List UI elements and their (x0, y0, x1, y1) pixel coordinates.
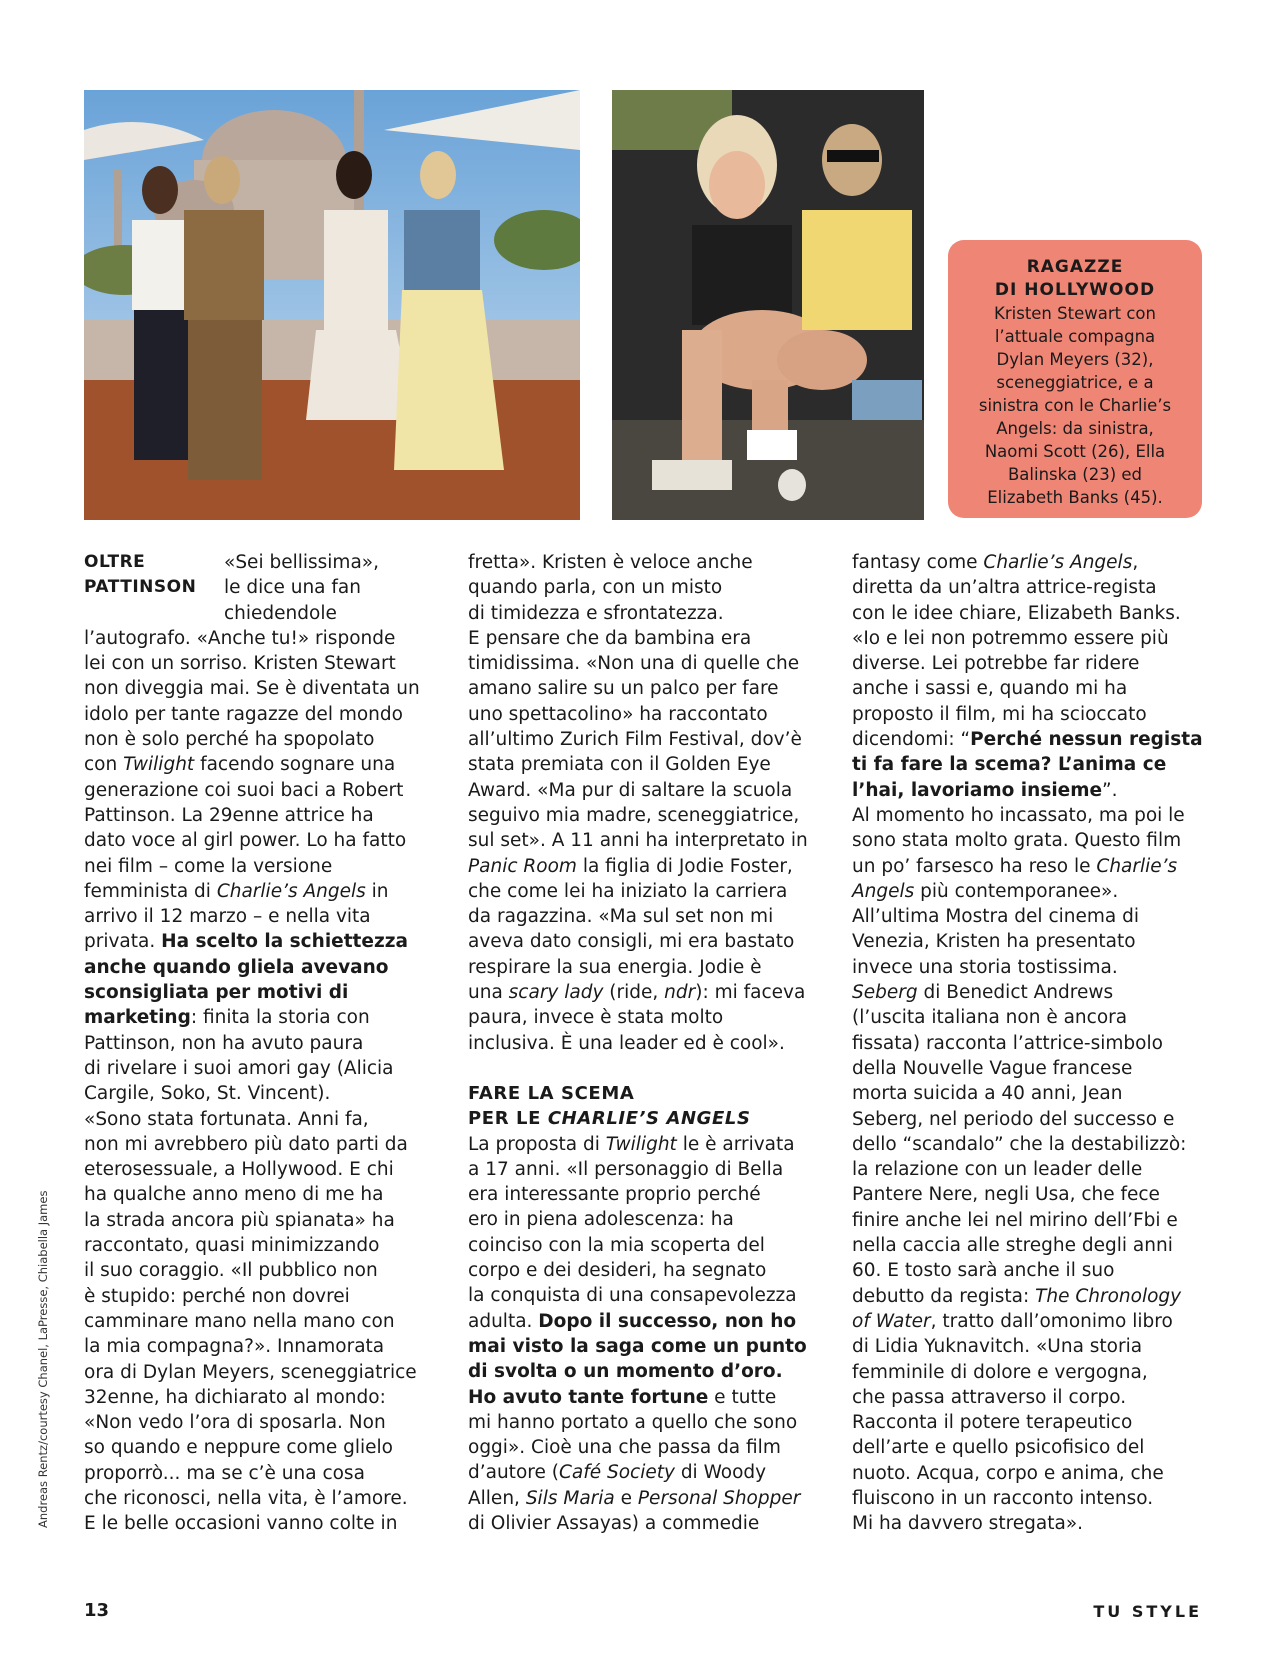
text-line: di timidezza e sfrontatezza. (468, 602, 724, 624)
subhead-line-1: FARE LA SCEMA (468, 1082, 635, 1104)
text-line: diretta da un’altra attrice-regista (852, 577, 1157, 599)
caption-title-line-1: RAGAZZE (1026, 257, 1124, 277)
text-line: proposto il film, mi ha scioccato (852, 703, 1147, 725)
text-line: invece una storia tostissima. (852, 956, 1118, 978)
text-line: fantasy come Charlie’s Angels, (852, 552, 1139, 573)
article-column-3 (852, 550, 1208, 1537)
text-line: Seberg, nel periodo del successo e (852, 1108, 1175, 1130)
text-line: la strada ancora più spianata» ha (84, 1209, 395, 1231)
text-line: dell’arte e quello psicofisico del (852, 1437, 1145, 1459)
text-line: sconsigliata per motivi di (84, 982, 349, 1004)
text-line: Pattinson, non ha avuto paura (84, 1032, 364, 1054)
text-line: nella caccia alle streghe degli anni (852, 1235, 1173, 1257)
text-line: dato voce al girl power. Lo ha fatto (84, 830, 407, 852)
text-line: proporrò... ma se c’è una cosa (84, 1462, 365, 1484)
caption-line: sceneggiatrice, e a (996, 373, 1154, 392)
text-line: amano salire su un palco per fare (468, 678, 779, 700)
text-line: ora di Dylan Meyers, sceneggiatrice (84, 1361, 417, 1383)
text-line: inclusiva. È una leader ed è cool». (468, 1032, 785, 1054)
text-line: che passa attraverso il corpo. (852, 1386, 1127, 1408)
caption-line: Kristen Stewart con (994, 304, 1156, 323)
text-line: diverse. Lei potrebbe far ridere (852, 653, 1140, 675)
text-line: raccontato, quasi minimizzando (84, 1235, 380, 1257)
text-line: Panic Room la figlia di Jodie Foster, (468, 855, 793, 877)
text-line: idolo per tante ragazze del mondo (84, 703, 403, 725)
text-line: timidissima. «Non una di quelle che (468, 653, 800, 675)
text-line: Pantere Nere, negli Usa, che fece (852, 1184, 1160, 1206)
text-line: anche i sassi e, quando mi ha (852, 678, 1128, 700)
text-line: non è solo perché ha spopolato (84, 729, 375, 751)
text-line: da ragazzina. «Ma sul set non mi (468, 906, 774, 928)
text-line: femminista di Charlie’s Angels in (84, 880, 389, 902)
text-line: debutto da regista: The Chronology (852, 1285, 1182, 1307)
text-line: (l’uscita italiana non è ancora (852, 1007, 1128, 1029)
article-column-1 (84, 550, 428, 1537)
text-line: generazione coi suoi baci a Robert (84, 779, 404, 801)
text-line: Pattinson. La 29enne attrice ha (84, 804, 374, 826)
text-line: privata. Ha scelto la schiettezza (84, 931, 408, 953)
text-line: una scary lady (ride, ndr): mi faceva (468, 982, 806, 1004)
text-line: le dice una fan (224, 577, 361, 599)
text-line: quando parla, con un misto (468, 577, 723, 599)
text-line: d’autore (Café Society di Woody (468, 1462, 767, 1484)
column-2-paragraph-1 (468, 550, 824, 1056)
text-line: di Lidia Yuknavitch. «Una storia (852, 1336, 1143, 1358)
text-line: l’autografo. «Anche tu!» risponde (84, 627, 396, 649)
text-line: marketing: finita la storia con (84, 1007, 370, 1029)
text-line: «Sei bellissima», (224, 552, 379, 573)
text-line: lei con un sorriso. Kristen Stewart (84, 653, 396, 675)
text-line: E pensare che da bambina era (468, 627, 752, 649)
text-line: un po’ farsesco ha reso le Charlie’s (852, 855, 1178, 877)
text-line: All’ultima Mostra del cinema di (852, 906, 1139, 928)
text-line: sul set». A 11 anni ha interpretato in (468, 830, 808, 852)
text-line: nuoto. Acqua, corpo e anima, che (852, 1462, 1164, 1484)
text-line: la conquista di una consapevolezza (468, 1285, 797, 1307)
text-line: ero in piena adolescenza: ha (468, 1209, 734, 1231)
text-line: oggi». Cioè una che passa da film (468, 1437, 781, 1459)
text-line: Al momento ho incassato, ma poi le (852, 804, 1185, 826)
text-line: l’hai, lavoriamo insieme”. (852, 779, 1118, 801)
caption-line: Angels: da sinistra, (996, 419, 1154, 438)
caption-line: Naomi Scott (26), Ella (984, 442, 1166, 461)
column-2-paragraph-2 (468, 1132, 824, 1537)
text-line: corpo e dei desideri, ha segnato (468, 1260, 767, 1282)
text-line: non mi avrebbero più dato parti da (84, 1133, 408, 1155)
caption-line: Dylan Meyers (32), (996, 350, 1154, 369)
text-line: Angels più contemporanee». (852, 880, 1119, 902)
text-line: femminile di dolore e vergogna, (852, 1361, 1148, 1383)
photo-credit: Andreas Rentz/courtesy Chanel, LaPresse, Chiabella James (36, 1190, 50, 1528)
text-line: La proposta di Twilight le è arrivata (468, 1133, 795, 1155)
magazine-name: TU STYLE (1093, 1602, 1202, 1621)
text-line: stata premiata con il Golden Eye (468, 754, 771, 776)
text-line: la mia compagna?». Innamorata (84, 1336, 385, 1358)
text-line: paura, invece è stata molto (468, 1007, 724, 1029)
text-line: aveva dato consigli, mi era bastato (468, 931, 795, 953)
text-line: dicendomi: “Perché nessun regista (852, 729, 1203, 751)
text-line: di Olivier Assayas) a commedie (468, 1512, 760, 1534)
kicker-line-1: OLTRE (84, 552, 146, 572)
text-line: di svolta o un momento d’oro. (468, 1361, 783, 1383)
text-line: che come lei ha iniziato la carriera (468, 880, 788, 902)
caption-line: l’attuale compagna (994, 327, 1156, 346)
text-line: uno spettacolino» ha raccontato (468, 703, 768, 725)
text-line: coinciso con la mia scoperta del (468, 1234, 765, 1256)
text-line: fluiscono in un racconto intenso. (852, 1487, 1154, 1509)
text-line: fretta». Kristen è veloce anche (468, 552, 753, 573)
text-line: camminare mano nella mano con (84, 1310, 395, 1332)
text-line: mai visto la saga come un punto (468, 1335, 807, 1357)
text-line: E le belle occasioni vanno colte in (84, 1513, 398, 1535)
text-line: «Non vedo l’ora di sposarla. Non (84, 1412, 386, 1434)
text-line: anche quando gliela avevano (84, 956, 389, 978)
text-line: 60. E tosto sarà anche il suo (852, 1260, 1115, 1282)
caption-line: Balinska (23) ed (1007, 465, 1142, 484)
text-line: era interessante proprio perché (468, 1184, 761, 1206)
text-line: respirare la sua energia. Jodie è (468, 956, 762, 978)
text-line: con Twilight facendo sognare una (84, 754, 396, 776)
text-line: eterosessuale, a Hollywood. E chi (84, 1159, 394, 1181)
article-column-2 (468, 550, 824, 1536)
text-line: la relazione con un leader delle (852, 1159, 1143, 1181)
text-line: della Nouvelle Vague francese (852, 1057, 1133, 1079)
text-line: Allen, Sils Maria e Personal Shopper (468, 1487, 801, 1509)
caption-line: sinistra con le Charlie’s (978, 396, 1172, 415)
photo-caption-box (948, 240, 1202, 518)
caption-text (960, 302, 1190, 509)
text-line: Mi ha davvero stregata». (852, 1513, 1084, 1535)
photo-charlies-angels-cast (84, 90, 580, 520)
text-line: arrivo il 12 marzo – e nella vita (84, 906, 371, 928)
text-line: adulta. Dopo il successo, non ho (468, 1310, 797, 1332)
text-line: Seberg di Benedict Andrews (852, 982, 1114, 1004)
subhead-line-2: PER LE CHARLIE’S ANGELS (468, 1108, 751, 1130)
text-line: di rivelare i suoi amori gay (Alicia (84, 1057, 394, 1079)
text-line: 32enne, ha dichiarato al mondo: (84, 1386, 386, 1408)
kicker-line-2: PATTINSON (84, 577, 197, 598)
text-line: dello “scandalo” che la destabilizzò: (852, 1133, 1187, 1155)
text-line: Ho avuto tante fortune e tutte (468, 1386, 777, 1408)
text-line: a 17 anni. «Il personaggio di Bella (468, 1158, 784, 1180)
text-line: «Io e lei non potremmo essere più (852, 627, 1169, 649)
text-line: ha qualche anno meno di me ha (84, 1184, 384, 1206)
text-line: «Sono stata fortunata. Anni fa, (84, 1108, 369, 1130)
text-line: ti fa fare la scema? L’anima ce (852, 754, 1167, 776)
text-line: non diveggia mai. Se è diventata un (84, 678, 420, 700)
text-line: Cargile, Soko, St. Vincent). (84, 1083, 331, 1105)
section-subhead (468, 1081, 824, 1132)
text-line: mi hanno portato a quello che sono (468, 1411, 798, 1433)
text-line: Racconta il potere terapeutico (852, 1412, 1133, 1434)
text-line: Venezia, Kristen ha presentato (852, 931, 1136, 953)
text-line: è stupido: perché non dovrei (84, 1285, 350, 1307)
text-line: sono stata molto grata. Questo film (852, 830, 1182, 852)
text-line: che riconosci, nella vita, è l’amore. (84, 1487, 408, 1509)
text-line: fissata) racconta l’attrice-simbolo (852, 1032, 1163, 1054)
page-number: 13 (84, 1600, 110, 1621)
text-line: Award. «Ma pur di saltare la scuola (468, 779, 793, 801)
text-line: il suo coraggio. «Il pubblico non (84, 1260, 378, 1282)
text-line: all’ultimo Zurich Film Festival, dov’è (468, 729, 802, 751)
caption-title-line-2: DI HOLLYWOOD (994, 280, 1156, 300)
caption-line: Elizabeth Banks (45). (987, 488, 1163, 507)
text-line: so quando e neppure come glielo (84, 1437, 393, 1459)
text-line: morta suicida a 40 anni, Jean (852, 1083, 1123, 1105)
text-line: chiedendole (224, 602, 337, 624)
text-line: con le idee chiare, Elizabeth Banks. (852, 602, 1181, 624)
text-line: of Water, tratto dall’omonimo libro (852, 1310, 1173, 1332)
photo-kristen-and-dylan (612, 90, 924, 520)
text-line: seguivo mia madre, sceneggiatrice, (468, 804, 800, 826)
text-line: nei film – come la versione (84, 855, 333, 877)
text-line: finire anche lei nel mirino dell’Fbi e (852, 1209, 1178, 1231)
